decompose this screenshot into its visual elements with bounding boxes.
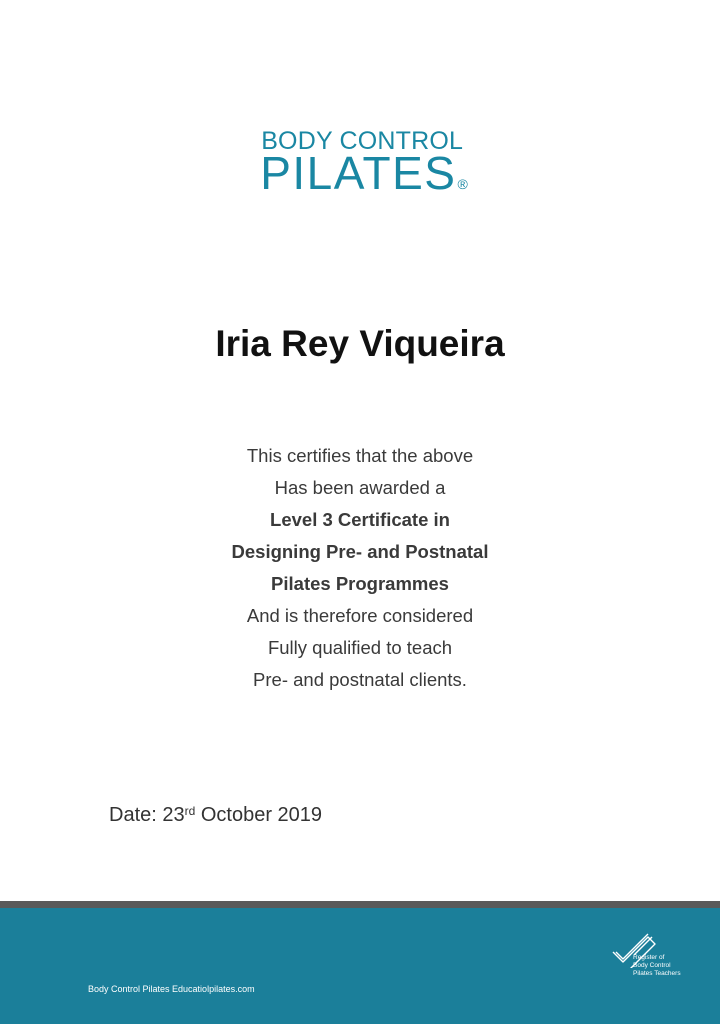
date-ordinal: rd	[184, 804, 196, 818]
statement-line: Has been awarded a	[274, 477, 446, 498]
statement-line: Fully qualified to teach	[267, 637, 453, 658]
body-control-pilates-logo	[0, 128, 720, 205]
certificate-statement	[0, 441, 720, 697]
certificate-title-line: Level 3 Certificate in	[270, 509, 450, 530]
footer-band	[0, 908, 720, 1024]
register-line: Pilates Teachers	[633, 970, 681, 977]
recipient-name: Iria Rey Viqueira	[215, 323, 505, 364]
statement-line: This certifies that the above	[246, 445, 474, 466]
logo-line-body-control: BODY CONTROL	[261, 127, 464, 155]
award-date	[109, 801, 322, 829]
registered-mark: ®	[457, 176, 468, 192]
logo-pilates-text: PILATES	[260, 147, 457, 199]
register-of-teachers-logo	[610, 932, 700, 992]
certificate-title-line: Designing Pre- and Postnatal	[231, 541, 489, 562]
logo-line-pilates	[260, 147, 468, 205]
statement-line: Pre- and postnatal clients.	[253, 669, 467, 690]
date-prefix: Date: 23	[109, 804, 185, 826]
statement-line: And is therefore considered	[246, 605, 474, 626]
register-text	[633, 954, 681, 978]
register-line: Register of	[633, 954, 665, 961]
date-rest: October 2019	[195, 804, 323, 826]
footer-text: Body Control Pilates Educatiolpilates.com	[88, 984, 255, 994]
register-line: Body Control	[633, 962, 671, 969]
footer-divider-strip	[0, 901, 720, 908]
certificate-title-line: Pilates Programmes	[271, 573, 449, 594]
